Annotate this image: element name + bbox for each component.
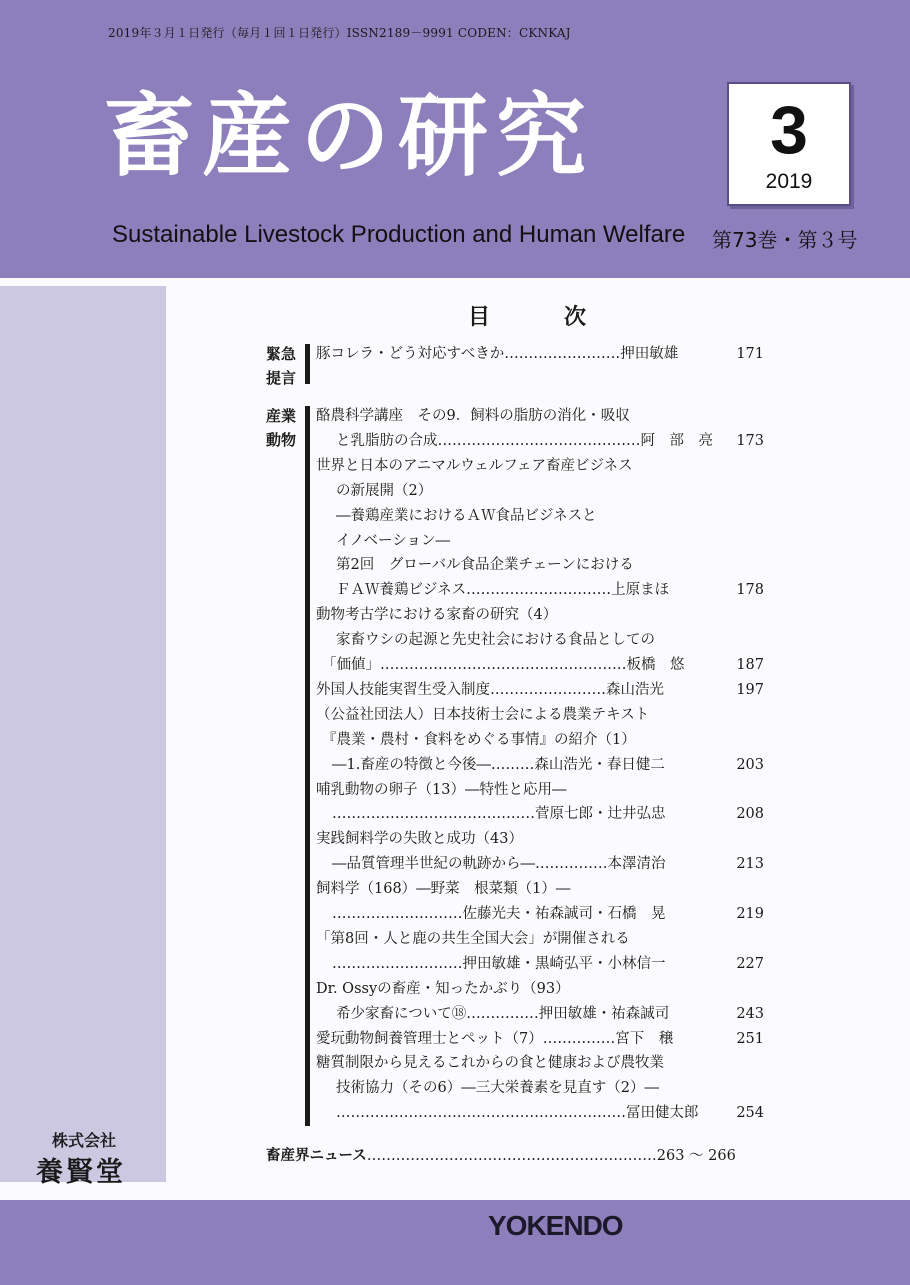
toc-entry-line: 第2回 グローバル食品企業チェーンにおける — [336, 557, 634, 574]
toc-entry-line: Dr. Ossyの畜産・知ったかぶり（93） — [316, 980, 570, 997]
publication-line: 2019年３月１日発行（毎月１回１日発行）ISSN2189－9991 CODEN：CKNKAJ — [108, 26, 571, 40]
toc-entry-line: ―養鶏産業におけるＡＷ食品ビジネスと — [336, 507, 597, 524]
toc-page-number: 203 — [736, 756, 764, 773]
toc-entry-line: ＦＡＷ養鶏ビジネス…………………………上原まほ — [336, 582, 670, 599]
toc-entry-line: イノベーション― — [336, 532, 450, 549]
toc-entry-line: 外国人技能実習生受入制度……………………森山浩光 — [316, 681, 664, 698]
toc-entry-line: 希少家畜について⑱……………押田敏雄・祐森誠司 — [336, 1005, 670, 1022]
publisher-name: 養賢堂 — [36, 1157, 126, 1188]
magazine-subtitle: Sustainable Livestock Production and Human Welfare — [112, 221, 686, 248]
toc-entry-line: ………………………佐藤光夫・祐森誠司・石橋 晃 — [332, 906, 666, 922]
issue-year: 2019 — [765, 170, 813, 193]
left-sidebar-band — [0, 286, 166, 1182]
toc-entry-line: 「第8回・人と鹿の共生全国大会」が開催される — [316, 930, 630, 947]
toc-entry-line: ……………………………………菅原七郎・辻井弘忠 — [332, 806, 666, 823]
issue-box — [727, 82, 851, 206]
toc-page-number: 173 — [736, 432, 764, 449]
toc-entry-line: と乳脂肪の合成……………………………………阿 部 亮 — [336, 432, 713, 449]
toc-heading: 目 次 — [468, 305, 613, 330]
toc-page-number: 213 — [736, 856, 764, 873]
toc-page-number: 254 — [736, 1105, 764, 1122]
toc-entry-line: ………………………押田敏雄・黒崎弘平・小林信一 — [332, 955, 666, 972]
footer-band — [0, 1200, 910, 1285]
toc-page-number: 219 — [736, 906, 764, 922]
toc-entry-line: の新展開（2） — [336, 482, 433, 499]
toc-entry-line: 『農業・農村・食料をめぐる事情』の紹介（1） — [322, 731, 636, 748]
toc-entry-line: 酪農科学講座 その9．飼料の脂肪の消化・吸収 — [316, 408, 630, 424]
toc-page-number: 197 — [736, 681, 764, 698]
publisher-logo: YOKENDO — [488, 1210, 623, 1241]
toc-page-number: 208 — [736, 806, 764, 823]
toc-entry-line: 「価値」……………………………………………板橋 悠 — [322, 657, 685, 673]
toc-entry-line: 世界と日本のアニマルウェルフェア畜産ビジネス — [316, 457, 633, 474]
section-bar — [305, 406, 310, 1126]
toc-page-number: 178 — [736, 582, 764, 599]
toc-entry-line: 哺乳動物の卵子（13）―特性と応用― — [316, 781, 567, 798]
news-label: 畜産界ニュース — [266, 1148, 367, 1164]
section-label: 緊急 提言 — [266, 345, 297, 387]
toc-entry-line: ―1.畜産の特徴と今後―………森山浩光・春日健二 — [332, 756, 665, 773]
toc-entry-line: 実践飼料学の失敗と成功（43） — [316, 831, 523, 848]
issue-number: 3 — [770, 92, 808, 168]
toc-entry-line: 糖質制限から見えるこれからの食と健康および農牧業 — [316, 1055, 664, 1072]
toc-page-number: 243 — [736, 1005, 764, 1022]
news-entry — [266, 1144, 736, 1168]
toc-page-number: 227 — [736, 955, 764, 972]
toc-page-number: 187 — [736, 657, 764, 673]
publisher-type: 株式会社 — [52, 1131, 117, 1150]
toc-entry-line: 豚コレラ・どう対応すべきか……………………押田敏雄 — [316, 346, 679, 362]
toc-page-number: 251 — [736, 1030, 764, 1047]
toc-entry-line: 飼料学（168）―野菜 根菜類（1）― — [316, 881, 571, 898]
toc-entry-line: ……………………………………………………冨田健太郎 — [336, 1105, 699, 1122]
toc-entry-line: 愛玩動物飼養管理士とペット（7）……………宮下 穣 — [316, 1030, 674, 1047]
section-label: 産業 動物 — [266, 407, 297, 449]
toc-entry-line: 技術協力（その6）―三大栄養素を見直す（2）― — [336, 1080, 659, 1097]
toc-page-number: 171 — [736, 346, 764, 362]
volume-label: 第73巻・第３号 — [712, 228, 858, 252]
toc-entry-line: 家畜ウシの起源と先史社会における食品としての — [336, 632, 655, 649]
section-bar — [305, 344, 310, 384]
magazine-title: 畜産の研究 — [104, 84, 594, 189]
toc-entry-line: ―品質管理半世紀の軌跡から―……………本澤清治 — [332, 856, 666, 873]
toc-entry-line: 動物考古学における家畜の研究（4） — [316, 607, 558, 624]
news-pages: ……………………………………………………263 ～ 266 — [366, 1148, 736, 1164]
toc-entry-line: （公益社団法人）日本技術士会による農業テキスト — [316, 706, 650, 723]
